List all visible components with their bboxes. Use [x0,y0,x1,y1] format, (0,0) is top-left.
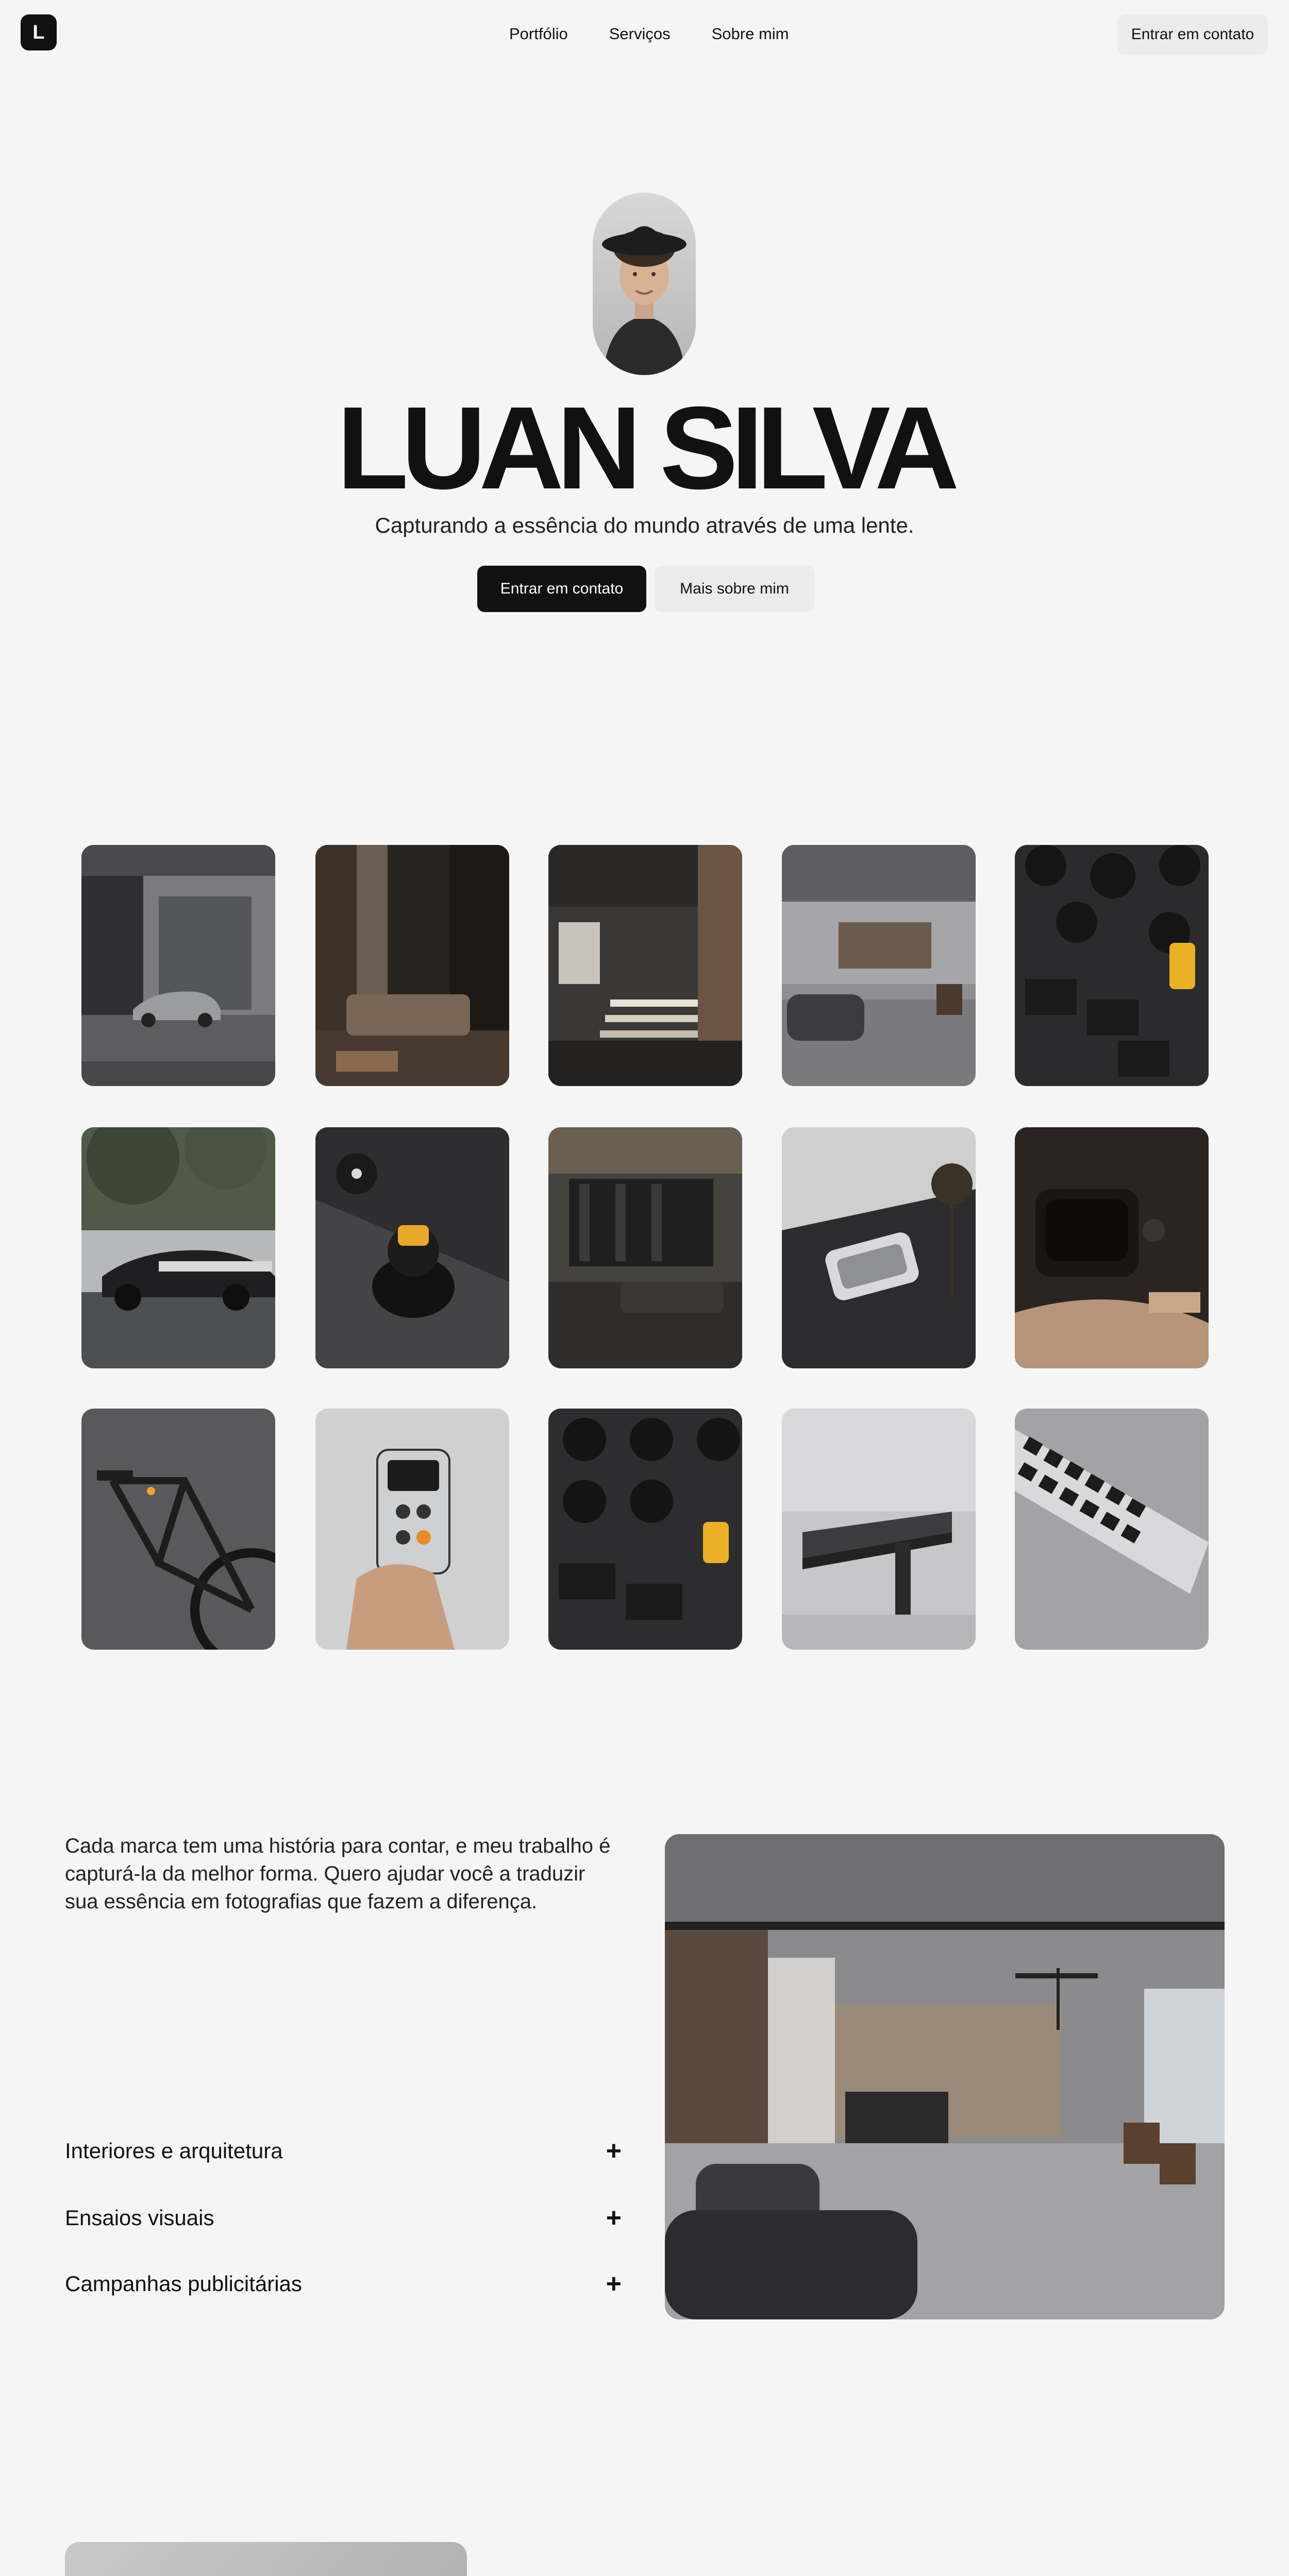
gallery-bicycle-photo[interactable] [81,1409,275,1650]
logo[interactable]: L [21,14,57,50]
gallery-synth-knobs-photo[interactable] [548,1409,742,1650]
nav-sobre-mim[interactable]: Sobre mim [711,25,789,43]
service-label: Ensaios visuais [65,2206,214,2230]
gallery-handheld-device-photo[interactable] [315,1409,509,1650]
nav-servicos[interactable]: Serviços [609,25,671,43]
service-item-ensaios[interactable] [65,2200,622,2236]
main-nav [509,25,789,43]
gallery-retro-tv-photo[interactable] [1015,1127,1209,1368]
gallery-dial-knob-photo[interactable] [315,1127,509,1368]
plus-icon[interactable]: + [606,2203,622,2233]
hero-avatar [593,193,696,375]
services-intro: Cada marca tem uma história para contar, e meu trabalho é capturá-la da melhor forma. Quero ajudar você a traduzir sua essência em fotografias que fazem a diferença. [65,1835,611,1913]
header-contact-button[interactable]: Entrar em contato [1117,14,1268,55]
service-item-interiores[interactable] [65,2133,622,2169]
gallery-car-building-photo[interactable] [81,845,275,1086]
gallery-table-corner-photo[interactable] [782,1409,976,1650]
service-label: Campanhas publicitárias [65,2272,302,2296]
gallery-lounge-interior-photo[interactable] [315,845,509,1086]
services-interior-photo [665,1834,1225,2319]
about-portrait-photo [65,2542,467,2576]
plus-icon[interactable]: + [606,2269,622,2299]
plus-icon[interactable]: + [606,2136,622,2166]
gallery-dark-living-room-photo[interactable] [548,1127,742,1368]
service-label: Interiores e arquitetura [65,2139,283,2163]
gallery-mixer-knobs-photo[interactable] [1015,845,1209,1086]
hero-title: LUAN SILVA [337,383,952,514]
hero-tagline: Capturando a essência do mundo através de uma lente. [375,513,914,537]
nav-portfolio[interactable]: Portfólio [509,25,568,43]
gallery-keyboard-photo[interactable] [1015,1409,1209,1650]
hero-contact-button[interactable]: Entrar em contato [477,566,646,612]
gallery-gadget-on-table-photo[interactable] [782,1127,976,1368]
gallery-concrete-living-room-photo[interactable] [782,845,976,1086]
hero-about-button[interactable]: Mais sobre mim [655,566,814,612]
gallery-sports-car-photo[interactable] [81,1127,275,1368]
gallery-stair-interior-photo[interactable] [548,845,742,1086]
service-item-campanhas[interactable] [65,2266,622,2302]
